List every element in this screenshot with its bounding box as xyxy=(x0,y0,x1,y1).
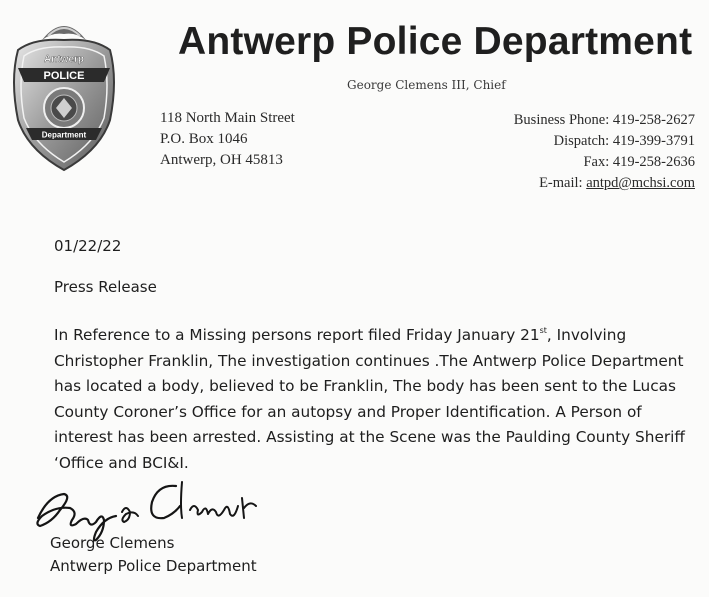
email-label: E-mail: xyxy=(539,175,587,191)
email-link[interactable]: antpd@mchsi.com xyxy=(586,175,695,191)
email-line xyxy=(514,173,695,194)
business-phone: Business Phone: 419-258-2627 xyxy=(513,112,695,128)
badge-bottom-text: Department xyxy=(41,130,87,140)
police-badge-icon xyxy=(4,10,124,175)
address-line: Antwerp, OH 45813 xyxy=(160,152,283,168)
release-heading: Press Release xyxy=(54,278,157,296)
ordinal-suffix: st xyxy=(539,326,547,335)
badge-top-text: Antwerp xyxy=(44,54,84,65)
address-line: 118 North Main Street xyxy=(160,110,295,126)
signer-name: George Clemens xyxy=(50,534,175,552)
signer-block xyxy=(50,532,257,578)
release-date: 01/22/22 xyxy=(54,237,122,255)
paragraph-start: In Reference to a Missing persons report filed Friday January 21 xyxy=(54,326,540,344)
mailing-address xyxy=(160,108,295,171)
contact-info xyxy=(514,110,695,194)
signer-organization: Antwerp Police Department xyxy=(50,557,257,575)
address-line: P.O. Box 1046 xyxy=(160,131,248,147)
chief-name: George Clemens III, Chief xyxy=(347,78,506,92)
dispatch-phone: Dispatch: 419-399-3791 xyxy=(553,133,695,149)
department-title: Antwerp Police Department xyxy=(178,20,693,63)
paragraph-rest: , Involving Christopher Franklin, The investigation continues .The Antwerp Police Department has located a body, believed to be Franklin, The body has been sent to the Lucas County Coroner’s Office for an autopsy and Proper Identification. A Person of interest has been arrested. Assisting at the Scene was the Paulding County Sheriff ‘Office and BCI&I. xyxy=(54,326,685,472)
fax-number: Fax: 419-258-2636 xyxy=(583,154,695,170)
release-paragraph xyxy=(54,318,704,476)
badge-ribbon-text: POLICE xyxy=(43,70,85,82)
